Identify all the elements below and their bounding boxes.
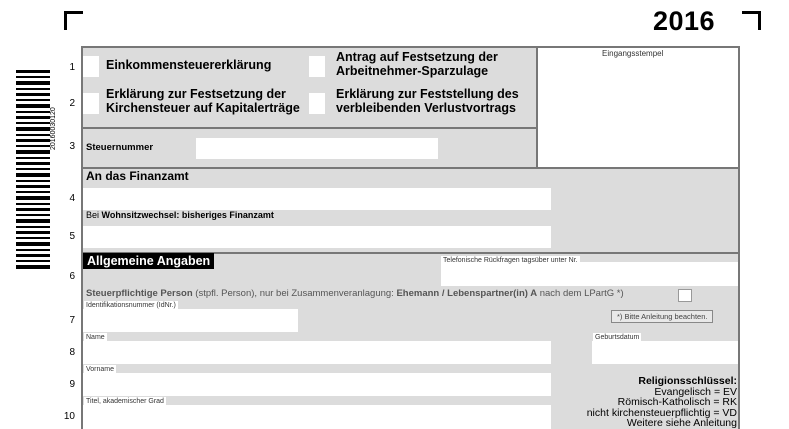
stpfl-end: nach dem LPartG *) bbox=[539, 288, 624, 299]
titel-label: Titel, akademischer Grad bbox=[86, 398, 164, 405]
vorname-input[interactable] bbox=[83, 373, 551, 396]
stpfl-person-line bbox=[86, 288, 624, 299]
checkbox-kirchensteuer[interactable] bbox=[83, 93, 99, 114]
divider bbox=[83, 127, 538, 129]
bei-prefix: Bei bbox=[86, 210, 100, 220]
stpfl-mid: (stpfl. Person), nur bei Zusammenveranlagung: bbox=[195, 288, 394, 299]
form-year: 2016 bbox=[653, 6, 716, 36]
kirchensteuer-label-1: Erklärung zur Festsetzung der bbox=[106, 87, 286, 101]
religion-rk: Römisch-Katholisch = RK bbox=[617, 396, 737, 408]
checkbox-arbeitnehmer-sparzulage[interactable] bbox=[309, 56, 325, 77]
steuernummer-input[interactable] bbox=[196, 138, 438, 159]
steuernummer-label: Steuernummer bbox=[86, 142, 154, 153]
religion-ev: Evangelisch = EV bbox=[654, 385, 737, 398]
name-input[interactable] bbox=[83, 341, 551, 364]
anleitung-note: *) Bitte Anleitung beachten. bbox=[611, 310, 713, 323]
idnr-label: Identifikationsnummer (IdNr.) bbox=[86, 302, 176, 309]
checkbox-verlustvortrag[interactable] bbox=[309, 93, 325, 114]
row-number: 9 bbox=[69, 379, 75, 390]
row-number: 2 bbox=[69, 98, 75, 109]
religionsschluessel-legend bbox=[587, 376, 737, 429]
antrag-label-2: Arbeitnehmer-Sparzulage bbox=[336, 64, 489, 78]
name-label: Name bbox=[86, 334, 105, 341]
verlust-label-2: verbleibenden Verlustvortrags bbox=[336, 101, 516, 115]
telefon-input[interactable] bbox=[441, 262, 738, 286]
row-number: 4 bbox=[69, 193, 75, 204]
row-number: 7 bbox=[69, 315, 75, 326]
checkbox-einkommensteuer[interactable] bbox=[83, 56, 99, 77]
divider bbox=[536, 48, 538, 169]
idnr-input[interactable] bbox=[83, 309, 298, 332]
religion-title: Religionsschlüssel: bbox=[638, 375, 737, 387]
wohnsitzwechsel-bold: Wohnsitzwechsel: bisheriges Finanzamt bbox=[101, 210, 274, 220]
wohnsitzwechsel-label bbox=[86, 210, 274, 220]
crop-mark-top-left bbox=[64, 11, 83, 30]
row-number: 3 bbox=[69, 141, 75, 152]
barcode-number: 20160030120 bbox=[50, 107, 57, 150]
row-number: 6 bbox=[69, 271, 75, 282]
telefon-label: Telefonische Rückfragen tagsüber unter Nr. bbox=[443, 257, 578, 264]
eingangsstempel-box bbox=[538, 48, 738, 167]
lpartg-checkbox[interactable] bbox=[678, 289, 692, 302]
row-number: 5 bbox=[69, 231, 75, 242]
einkommensteuer-label: Einkommensteuererklärung bbox=[106, 58, 272, 72]
geburtsdatum-label: Geburtsdatum bbox=[595, 334, 640, 341]
finanzamt-input[interactable] bbox=[83, 188, 551, 210]
allgemeine-angaben-heading: Allgemeine Angaben bbox=[83, 253, 214, 269]
crop-mark-top-right bbox=[742, 11, 761, 30]
religion-weitere: Weitere siehe Anleitung bbox=[626, 417, 737, 429]
stpfl-bold: Steuerpflichtige Person bbox=[86, 288, 193, 299]
kirchensteuer-label-2: Kirchensteuer auf Kapitalerträge bbox=[106, 101, 300, 115]
row-number: 1 bbox=[69, 62, 75, 73]
geburtsdatum-input[interactable] bbox=[592, 341, 738, 364]
vorname-label: Vorname bbox=[86, 366, 115, 373]
row-number: 10 bbox=[63, 411, 75, 422]
titel-input[interactable] bbox=[83, 405, 551, 429]
barcode bbox=[16, 70, 50, 270]
religion-vd: nicht kirchensteuerpflichtig = VD bbox=[586, 406, 737, 419]
antrag-label-1: Antrag auf Festsetzung der bbox=[336, 50, 498, 64]
eingangsstempel-label: Eingangsstempel bbox=[602, 49, 664, 58]
row-number: 8 bbox=[69, 347, 75, 358]
stpfl-bold2: Ehemann / Lebenspartner(in) A bbox=[396, 288, 538, 299]
finanzamt-heading: An das Finanzamt bbox=[86, 169, 189, 183]
bisheriges-finanzamt-input[interactable] bbox=[83, 226, 551, 248]
verlust-label-1: Erklärung zur Feststellung des bbox=[336, 87, 519, 101]
